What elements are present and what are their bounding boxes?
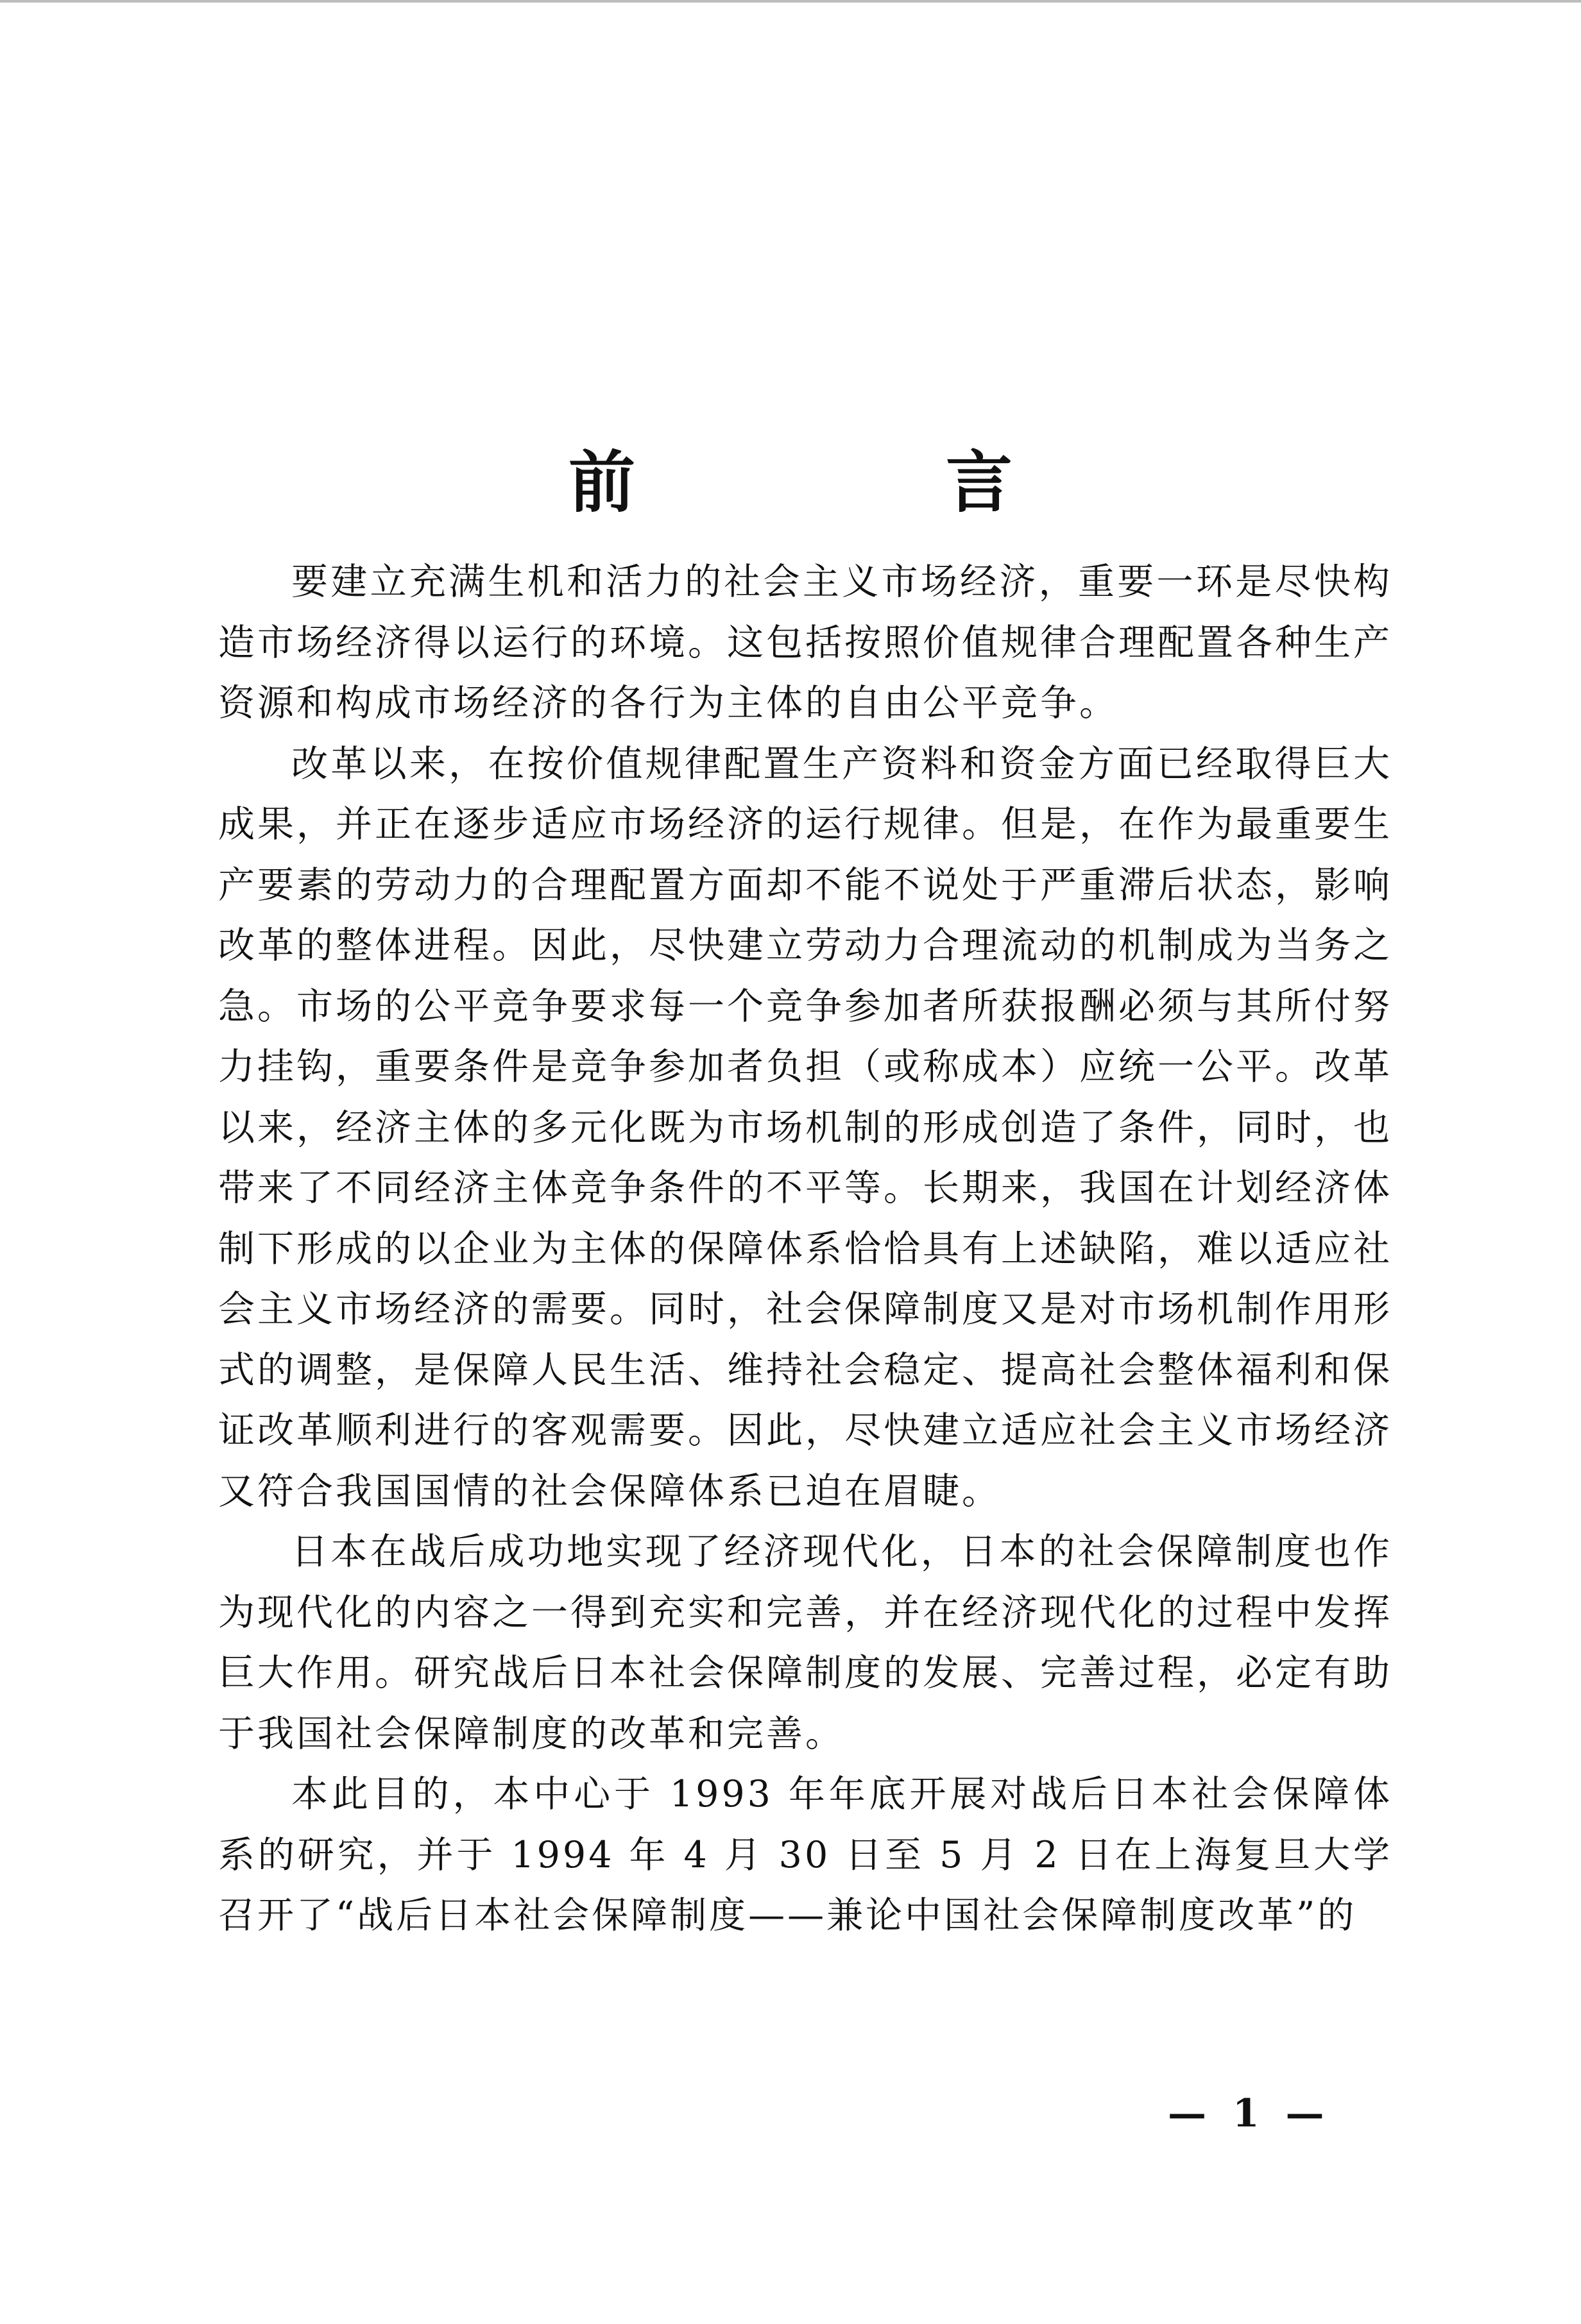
paragraph-4: 本此目的，本中心于 1993 年年底开展对战后日本社会保障体系的研究，并于 1994 年 4 月 30 日至 5 月 2 日在上海复旦大学召开了“战后日本社会保障制度——兼论中国社会保障制度改革”的	[218, 1773, 1392, 1937]
top-border-line	[0, 0, 1581, 3]
paragraph-2: 改革以来，在按价值规律配置生产资料和资金方面已经取得巨大成果，并正在逐步适应市场经济的运行规律。但是，在作为最重要生产要素的劳动力的合理配置方面却不能不说处于严重滞后状态，影响改革的整体进程。因此，尽快建立劳动力合理流动的机制成为当务之急。市场的公平竞争要求每一个竞争参加者所获报酬必须与其所付努力挂钩，重要条件是竞争参加者负担（或称成本）应统一公平。改革以来，经济主体的多元化既为市场机制的形成创造了条件，同时，也带来了不同经济主体竞争条件的不平等。长期来，我国在计划经济体制下形成的以企业为主体的保障体系恰恰具有上述缺陷，难以适应社会主义市场经济的需要。同时，社会保障制度又是对市场机制作用形式的调整，是保障人民生活、维持社会稳定、提高社会整体福利和保证改革顺利进行的客观需要。因此，尽快建立适应社会主义市场经济又符合我国国情的社会保障体系已迫在眉睫。	[218, 742, 1392, 1513]
page-title: 前 言	[568, 442, 1134, 522]
paragraph-3: 日本在战后成功地实现了经济现代化，日本的社会保障制度也作为现代化的内容之一得到充实和完善，并在经济现代化的过程中发挥巨大作用。研究战后日本社会保障制度的发展、完善过程，必定有助于我国社会保障制度的改革和完善。	[218, 1531, 1392, 1755]
preface-body	[218, 552, 1392, 1946]
page-number: — 1 —	[1168, 2091, 1331, 2136]
paragraph-1: 要建立充满生机和活力的社会主义市场经济，重要一环是尽快构造市场经济得以运行的环境。这包括按照价值规律合理配置各种生产资源和构成市场经济的各行为主体的自由公平竞争。	[218, 561, 1392, 724]
